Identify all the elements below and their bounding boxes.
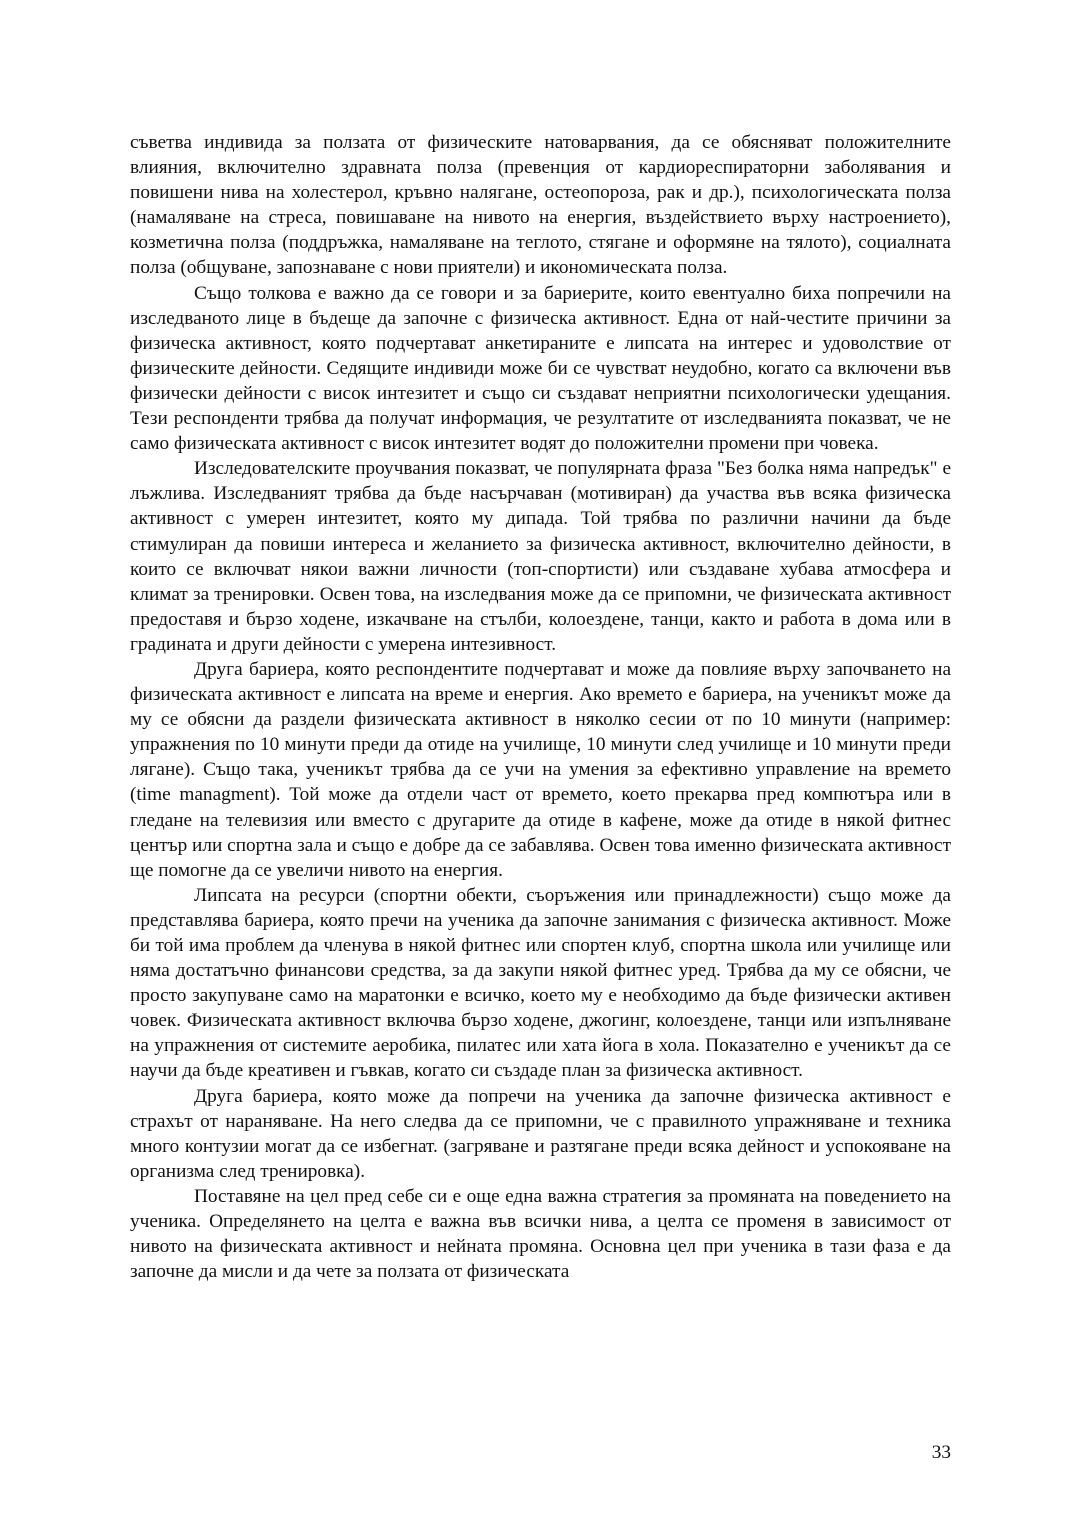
paragraph-7: Поставяне на цел пред себе си е още една важна стратегия за промяната на поведението на ученика. Определянето на целта е важна във всички нива, а целта се променя в зависимост от нивото на физическата активност и нейната промяна. Основна цел при ученика в тази фаза е да започне да мисли и да чете за ползата от физическата bbox=[130, 1185, 951, 1283]
paragraph-6: Друга бариера, която може да попречи на ученика да започне физическа активност е страхът от нараняване. На него следва да се припомни, че с правилното упражняване и техника много контузии могат да се избегнат. (загряване и разтягане преди всяка дейност и успокояване на организма след тренировка). bbox=[130, 1085, 951, 1182]
paragraph-5: Липсата на ресурси (спортни обекти, съоръжения или принадлежности) също може да представлява бариера, която пречи на ученика да започне занимания с физическа активност. Може би той има проблем да членува в някой фитнес или спортен клуб, спортна школа или училище или няма достатъчно финансови средства, за да закупи някой фитнес уред. Трябва да му се обясни, че просто закупуване само на маратонки е всичко, което му е необходимо да бъде физически активен човек. Физическата активност включва бързо ходене, джогинг, колоездене, танци или изпълняване на упражнения от системите аеробика, пилатес или хата йога в хола. Показателно е ученикът да се научи да бъде креативен и гъвкав, когато си създаде план за физическа активност. bbox=[130, 884, 951, 1082]
document-page bbox=[130, 130, 951, 1284]
paragraph-4: Друга бариера, която респондентите подчертават и може да повлияе върху започването на физическата активност е липсата на време и енергия. Ако времето е бариера, на ученикът може да му се обясни да раздели физическата активност в няколко сесии от по 10 минути (например: упражнения по 10 минути преди да отиде на училище, 10 минути след училище и 10 минути преди лягане). Също така, ученикът трябва да се учи на умения за ефективно управление на времето (time managment). Той може да отдели част от времето, което прекарва пред компютъра или в гледане на телевизия или вместо с другарите да отиде в кафене, може да отиде в някой фитнес център или спортна зала и също е добре да се забавлява. Освен това именно физическата активност ще помогне да се увеличи нивото на енергия. bbox=[130, 658, 951, 881]
page-number: 33 bbox=[931, 1442, 951, 1463]
paragraph-3: Изследователските проучвания показват, че популярната фраза "Без болка няма напредък" е лъжлива. Изследваният трябва да бъде насърчаван (мотивиран) да участва във всяка физическа активност с умерен интезитет, която му дипада. Той трябва по различни начини да бъде стимулиран да повиши интереса и желанието за физическа активност, включително дейности, в които се включват някои важни личности (топ-спортисти) или създаване хубава атмосфера и климат за тренировки. Освен това, на изследвания може да се припомни, че физическата активност предоставя и бързо ходене, изкачване на стълби, колоездене, танци, както и работа в дома или в градината и други дейности с умерена интезивност. bbox=[130, 458, 951, 655]
paragraph-1: съветва индивида за ползата от физическите натоварвания, да се обясняват положителните влияния, включително здравната полза (превенция от кардиореспираторни заболявания и повишени нива на холестерол, кръвно налягане, остеопороза, рак и др.), психологическата полза (намаляване на стреса, повишаване на нивото на енергия, въздействието върху настроението), козметична полза (поддръжка, намаляване на теглото, стягане и оформяне на тялото), социалната полза (общуване, запознаване с нови приятели) и икономическата полза. bbox=[130, 132, 951, 279]
paragraph-2: Също толкова е важно да се говори и за бариерите, които евентуално биха попречили на изследваното лице в бъдеще да започне с физическа активност. Една от най-честите причини за физическа активност, която подчертават анкетираните е липсата на интерес и удоволствие от физическите дейности. Седящите индивиди може би се чувстват неудобно, когато са включени във физически дейности с висок интезитет и също си създават неприятни психологически удещания. Тези респонденти трябва да получат информация, че резултатите от изследванията показват, че не само физическата активност с висок интезитет водят до положителни промени при човека. bbox=[130, 282, 951, 455]
